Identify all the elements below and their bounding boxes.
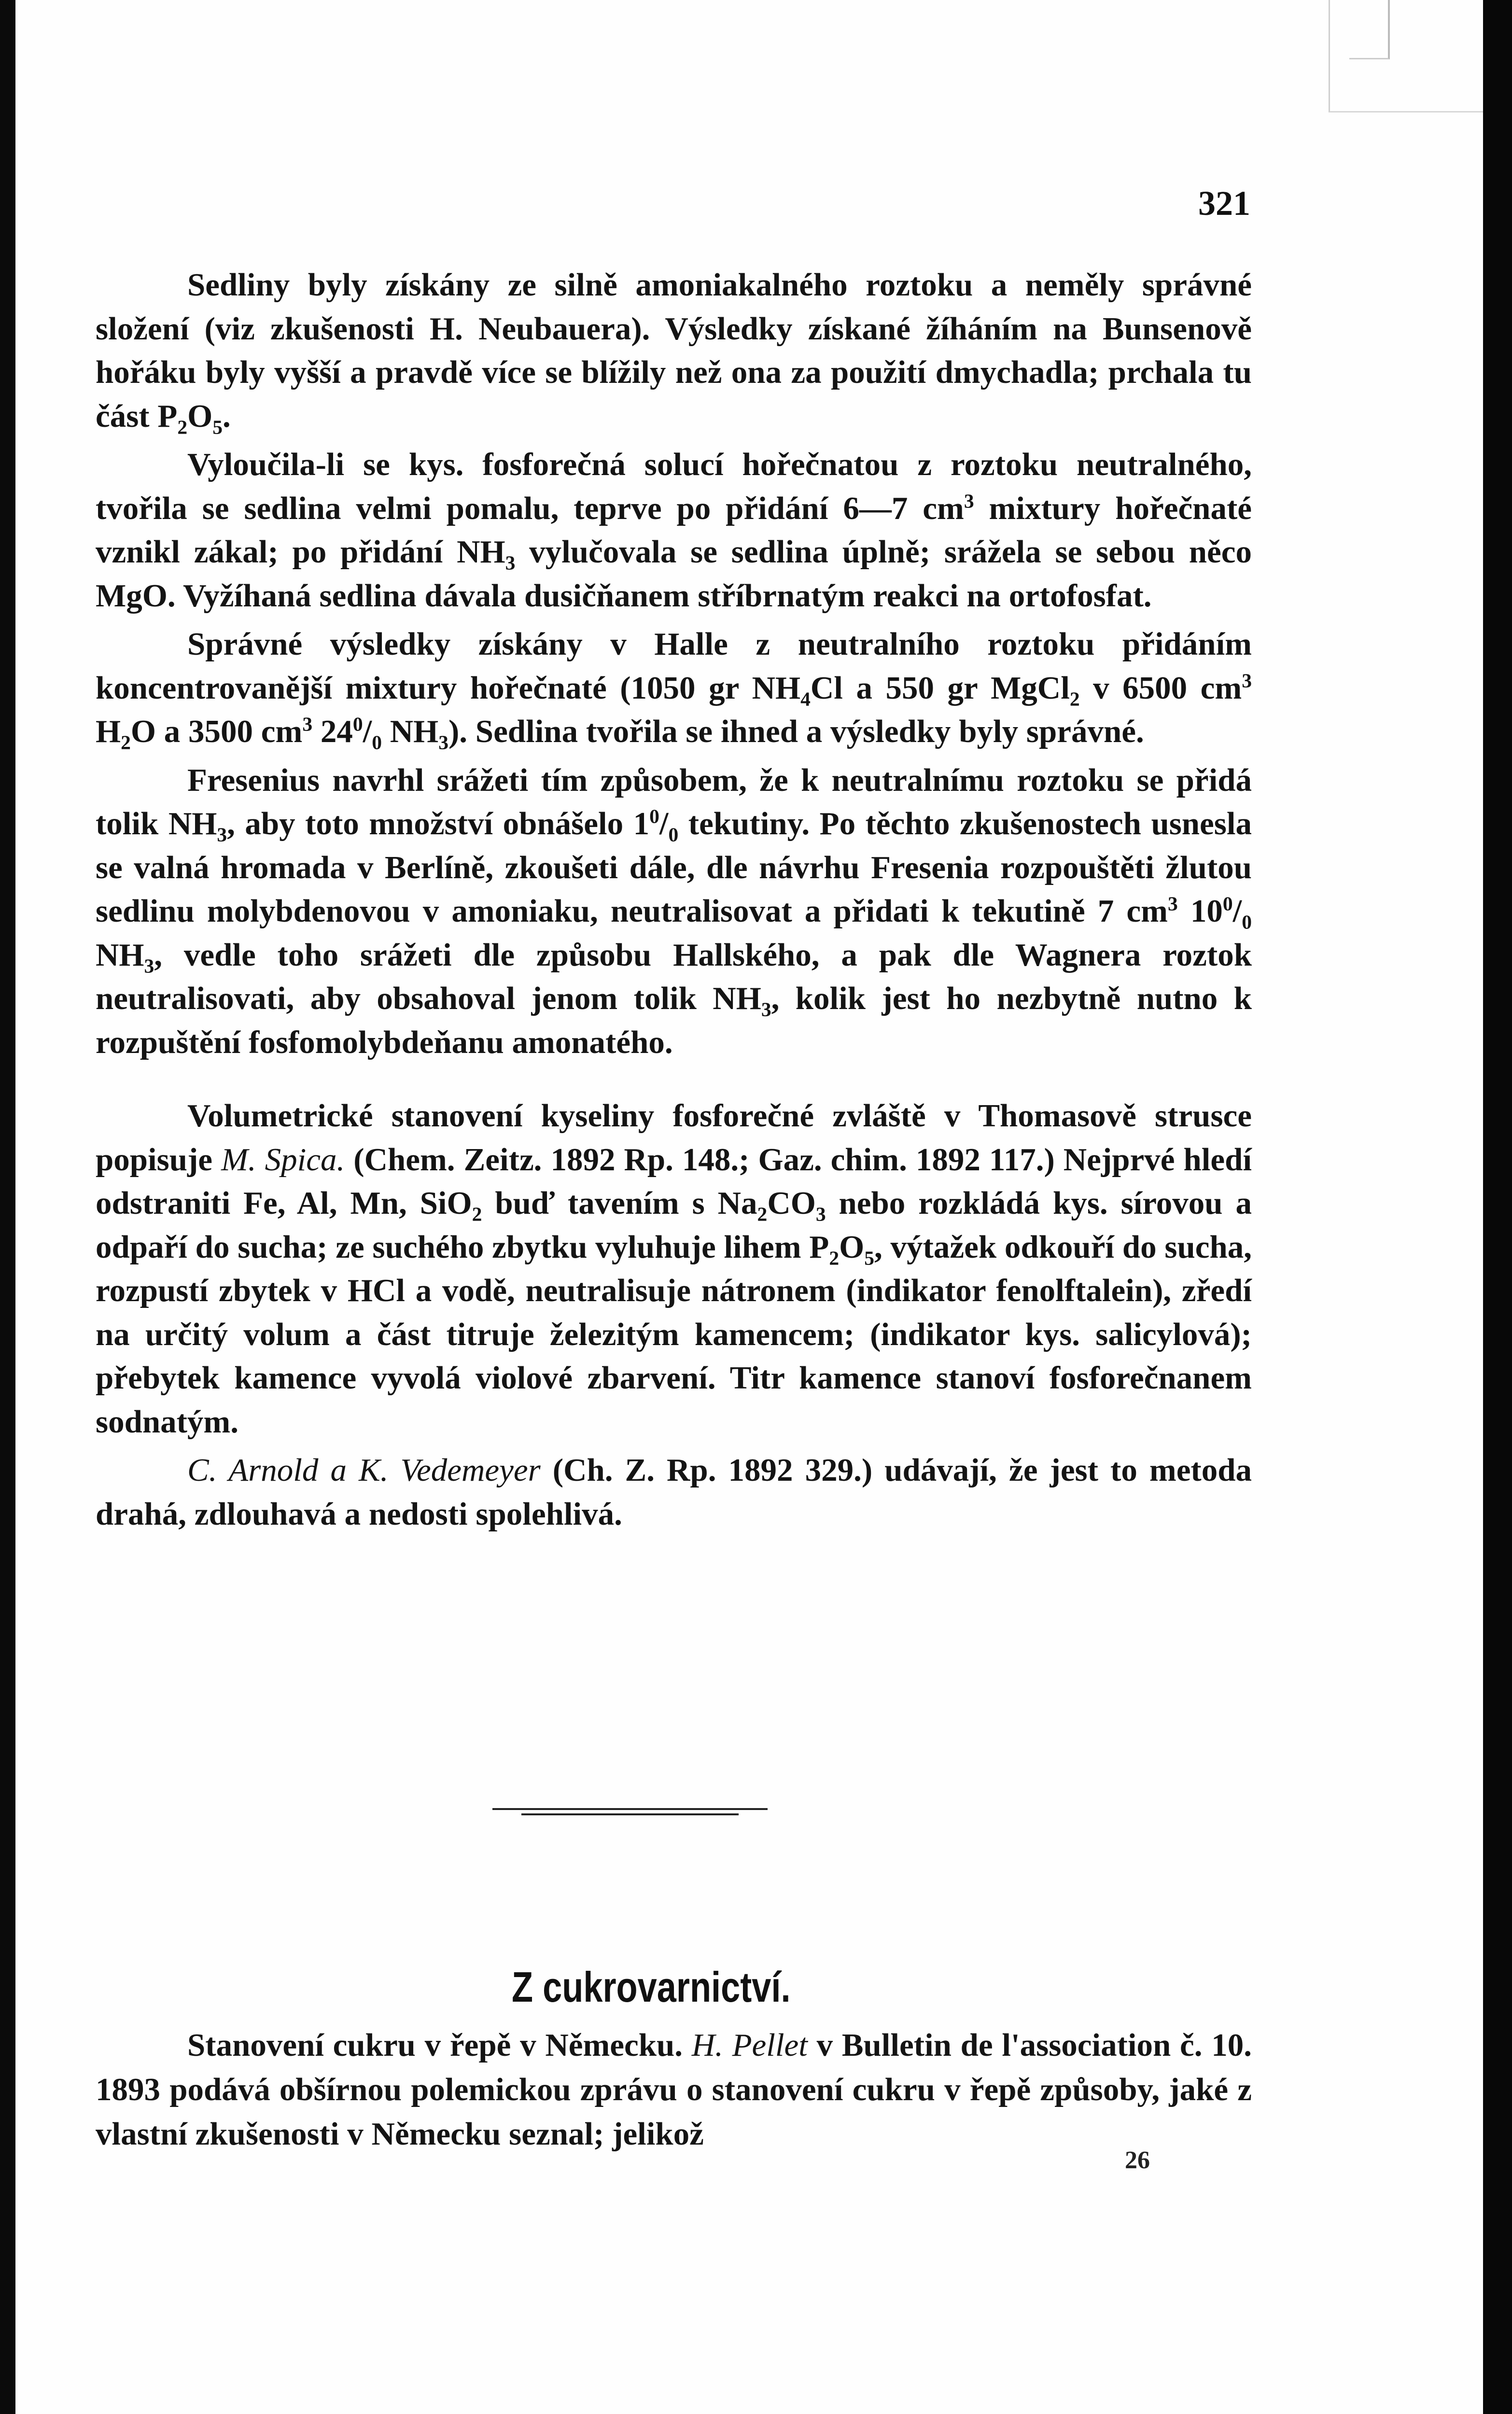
paragraph-5: Volumetrické stanovení kyseliny fosforečné zvláště v Thomasově strusce popisuje M. Spica. (Chem. Zeitz. 1892 Rp. 148.; Gaz. chim. 1892 117.) Nejprvé hledí odstraniti Fe, Al, Mn, SiO$_2$ buď tavením s $Na_2CO_3$ nebo rozkládá kys. sírovou a odpaří do sucha; ze suchého zbytku vyluhuje lihem $P_2O_5$, výtažek odkouří do sucha, rozpustí zbytek v HCl a vodě, neutralisuje nátronem (indikator fenolftalein), zředí na určitý volum a část titruje železitým kamencem; (indikator kys. salicylová); přebytek kamence vyvolá violové zbarvení. Titr kamence stanoví fosforečnanem sodnatým. <box>96 1098 1252 1440</box>
section-heading: Z cukrovarnictví. <box>512 1963 791 2011</box>
signature-mark: 26 <box>1125 2147 1150 2174</box>
paragraph-6: C. Arnold a K. Vedemeyer (Ch. Z. Rp. 1892 329.) udávají, že jest to metoda drahá, zdlouhavá a nedosti spolehlivá. <box>96 1452 1252 1532</box>
scan-edge-artifact <box>1329 0 1484 112</box>
author-name: H. Pellet <box>691 2027 808 2063</box>
paragraph-2: Vyloučila-li se kys. fosforečná solucí hořečnatou z roztoku neutralného, tvořila se sedlina velmi pomalu, teprve po přidání 6—7 $cm^3$ mixtury hořečnaté vznikl zákal; po přidání $NH_3$ vylučovala se sedlina úplně; srážela se sebou něco MgO. Vyžíhaná sedlina dávala dusičňanem stříbrnatým reakci na ortofosfat. <box>96 447 1252 614</box>
scan-border <box>1483 0 1512 2414</box>
paragraph-1: Sedliny byly získány ze silně amoniakalného roztoku a neměly správné složení (viz zkušenosti H. Neubauera). Výsledky získané žíháním na Bunsenově hořáku byly vyšší a pravdě více se blížily než ona za použití dmychadla; prchala tu část $P_2O_5$. <box>96 267 1252 438</box>
paragraph-lead: Volumetrické stanovení kyseliny fosforečné <box>187 1098 814 1134</box>
body-text-top <box>96 263 1252 1536</box>
paragraph-4: Fresenius navrhl srážeti tím způsobem, že k neutralnímu roztoku se přidá tolik $NH_3$, aby toto množství obnášelo $1^0/_0$ tekutiny. Po těchto zkušenostech usnesla se valná hromada v Berlíně, zkoušeti dále, dle návrhu Fresenia rozpouštěti žlutou sedlinu molybdenovou v amoniaku, neutralisovat a přidati k tekutině 7 $cm^3$ $10^0/_0$ $NH_3$, vedle toho srážeti dle způsobu Hallského, a pak dle Wagnera roztok neutralisovati, aby obsahoval jenom tolik $NH_3$, kolik jest ho nezbytně nutno k rozpuštění fosfomolybdeňanu amonatého. <box>96 762 1252 1060</box>
paragraph-3: Správné výsledky získány v Halle z neutralního roztoku přidáním koncentrovanější mixtury hořečnaté (1050 gr $NH_4Cl$ a 550 gr MgCl$_2$ v 6500 $cm^3$ $H_2O$ a 3500 $cm^3$ $24^0/_0$ $NH_3$). Sedlina tvořila se ihned a výsledky byly správné. <box>96 626 1252 754</box>
page-number: 321 <box>1198 184 1250 223</box>
paragraph-lead: Stanovení cukru v řepě v Německu. <box>187 2027 683 2063</box>
author-name: M. Spica. <box>221 1141 345 1178</box>
section-divider <box>492 1808 768 1818</box>
body-text-bottom <box>96 2023 1252 2156</box>
author-name: C. Arnold a K. Vedemeyer <box>187 1452 541 1488</box>
paragraph-7: Stanovení cukru v řepě v Německu. H. Pellet v Bulletin de l'association č. 10. 1893 podává obšírnou polemickou zprávu o stanovení cukru v řepě způsoby, jaké z vlastní zkušenosti v Německu seznal; jelikož <box>96 2027 1252 2152</box>
